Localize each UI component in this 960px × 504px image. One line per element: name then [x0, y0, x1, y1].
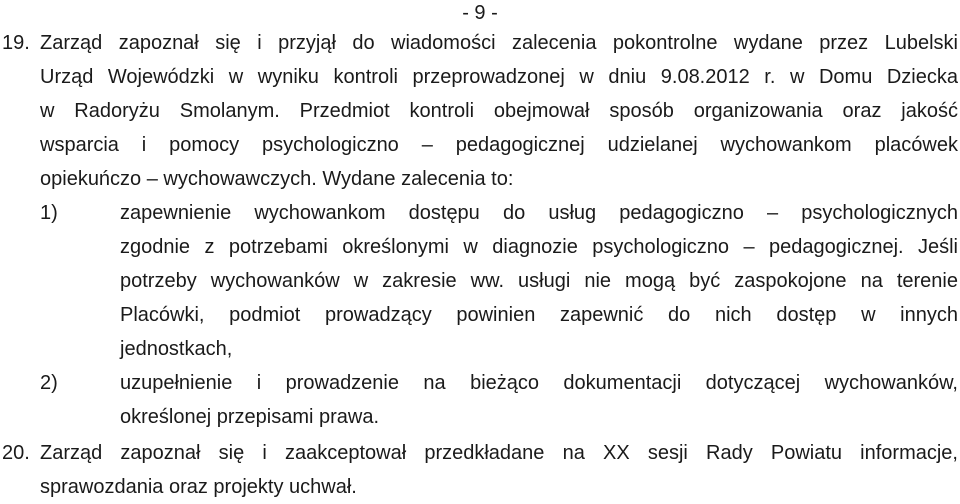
text-line: potrzeby wychowanków w zakresie ww. usługi nie mogą być zaspokojone na terenie	[120, 270, 958, 292]
text-line: jednostkach,	[120, 338, 233, 360]
subitem-text	[120, 366, 958, 434]
page-number: - 9 -	[462, 2, 498, 24]
text-line: sprawozdania oraz projekty uchwał.	[40, 476, 357, 498]
text-line: opiekuńczo – wychowawczych. Wydane zalecenia to:	[40, 168, 514, 190]
text-line: wsparcia i pomocy psychologiczno – pedagogicznej udzielanej wychowankom placówek	[40, 134, 958, 156]
text-line: Zarząd zapoznał się i zaakceptował przedkładane na XX sesji Rady Powiatu informacje,	[40, 442, 958, 464]
item-text	[40, 436, 958, 504]
subitem-number: 2)	[40, 372, 58, 394]
text-line: Zarząd zapoznał się i przyjął do wiadomości zalecenia pokontrolne wydane przez Lubelski	[40, 32, 958, 54]
item-number: 19.	[2, 32, 30, 54]
text-line: Urząd Wojewódzki w wyniku kontroli przeprowadzonej w dniu 9.08.2012 r. w Domu Dziecka	[40, 66, 958, 88]
subitem-number: 1)	[40, 202, 58, 224]
text-line: zgodnie z potrzebami określonymi w diagnozie psychologiczno – pedagogicznej. Jeśli	[120, 236, 958, 258]
item-text	[40, 26, 958, 196]
text-line: uzupełnienie i prowadzenie na bieżąco dokumentacji dotyczącej wychowanków,	[120, 372, 958, 394]
subitem-text	[120, 196, 958, 366]
item-number: 20.	[2, 442, 30, 464]
text-line: Placówki, podmiot prowadzący powinien zapewnić do nich dostęp w innych	[120, 304, 958, 326]
text-line: zapewnienie wychowankom dostępu do usług pedagogiczno – psychologicznych	[120, 202, 958, 224]
text-line: określonej przepisami prawa.	[120, 406, 380, 428]
text-line: w Radoryżu Smolanym. Przedmiot kontroli obejmował sposób organizowania oraz jakość	[40, 100, 958, 122]
